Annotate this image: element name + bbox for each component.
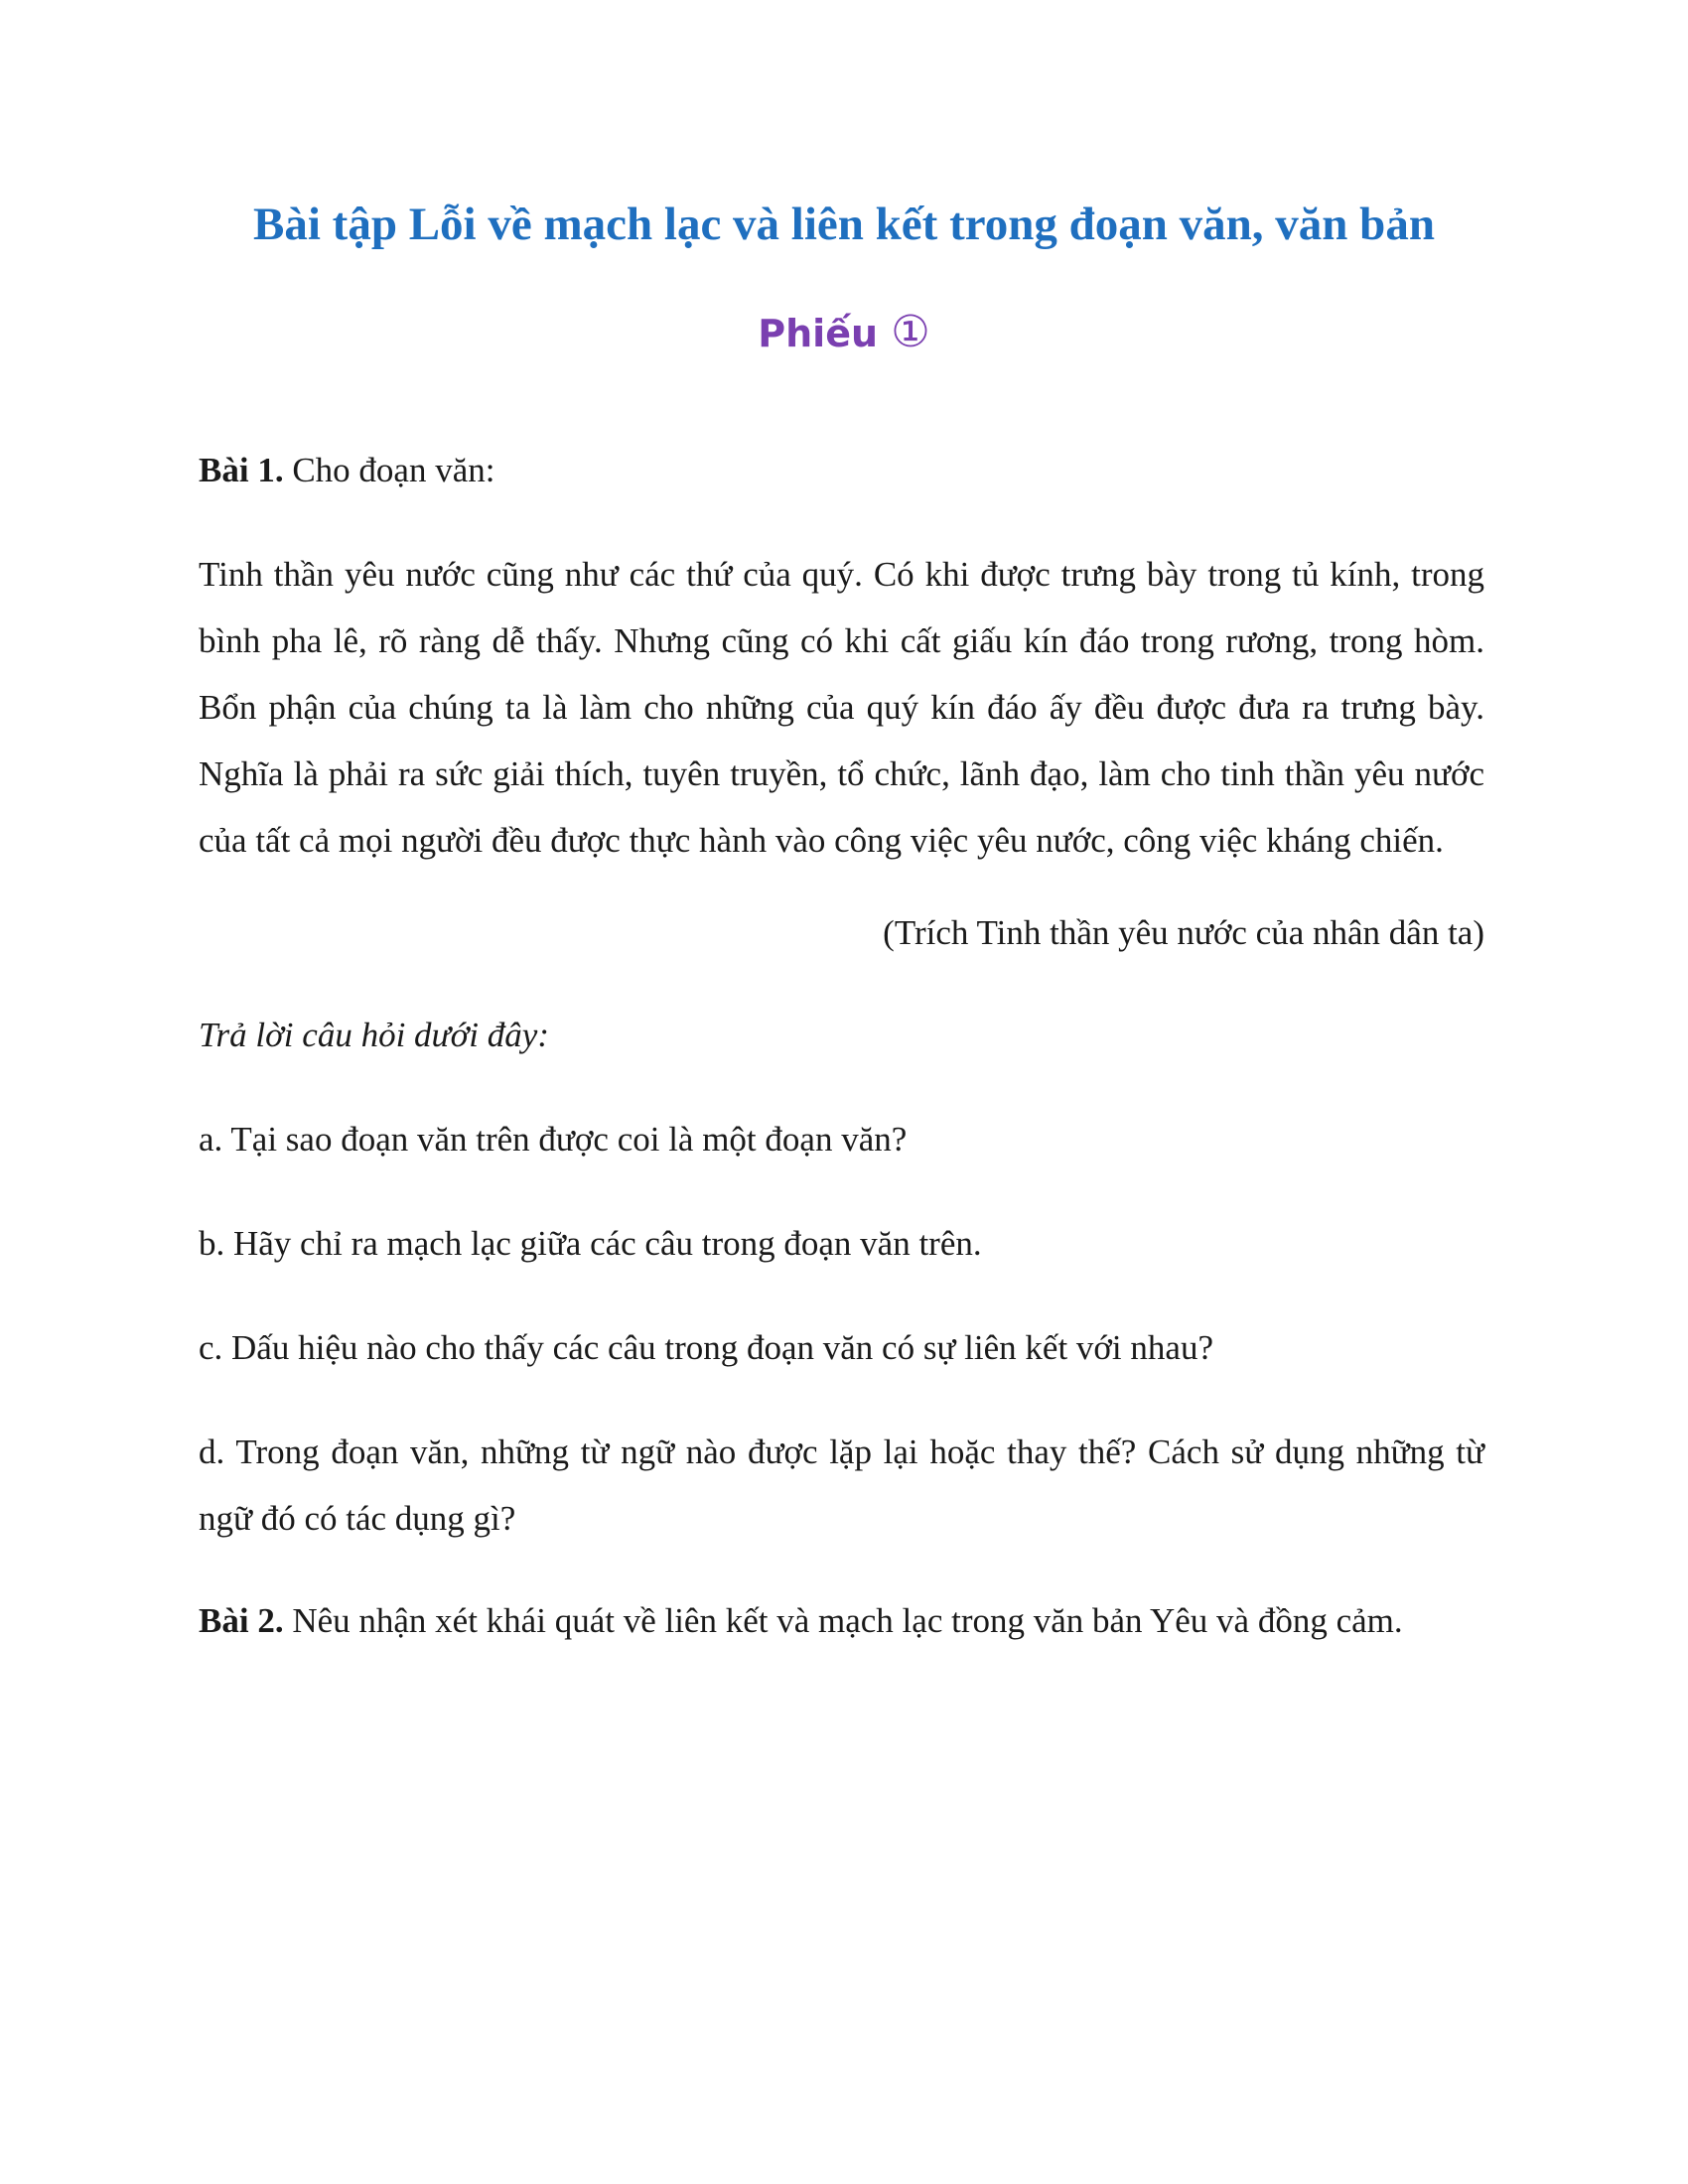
- page-title: Bài tập Lỗi về mạch lạc và liên kết trong đoạn văn, văn bản: [253, 199, 1435, 250]
- exercise-2-label: Bài 2.: [199, 1601, 284, 1640]
- exercise-1-instruction: Trả lời câu hỏi dưới đây:: [199, 1016, 549, 1054]
- exercise-1-heading: [199, 437, 1484, 503]
- worksheet-number: ①: [891, 307, 930, 357]
- question-c: c. Dấu hiệu nào cho thấy các câu trong đoạn văn có sự liên kết với nhau?: [199, 1328, 1213, 1367]
- exercise-1-prompt: Cho đoạn văn:: [292, 451, 495, 489]
- document-body: [199, 437, 1484, 1654]
- exercise-2: [199, 1587, 1484, 1654]
- exercise-1-label: Bài 1.: [199, 451, 284, 489]
- question-a: a. Tại sao đoạn văn trên được coi là một đoạn văn?: [199, 1120, 908, 1159]
- question-d: d. Trong đoạn văn, những từ ngữ nào được lặp lại hoặc thay thế? Cách sử dụng những từ ngữ đó có tác dụng gì?: [199, 1433, 1484, 1538]
- passage-source: (Trích Tinh thần yêu nước của nhân dân ta): [883, 913, 1484, 952]
- question-b: b. Hãy chỉ ra mạch lạc giữa các câu trong đoạn văn trên.: [199, 1224, 982, 1263]
- worksheet-label: Phiếu: [758, 312, 879, 355]
- worksheet-subtitle: [0, 308, 1688, 358]
- exercise-1-passage: Tinh thần yêu nước cũng như các thứ của quý. Có khi được trưng bày trong tủ kính, trong bình pha lê, rõ ràng dễ thấy. Nhưng cũng có khi cất giấu kín đáo trong rương, trong hòm. Bổn phận của chúng ta là làm cho những của quý kín đáo ấy đều được đưa ra trưng bày. Nghĩa là phải ra sức giải thích, tuyên truyền, tổ chức, lãnh đạo, làm cho tinh thần yêu nước của tất cả mọi người đều được thực hành vào công việc yêu nước, công việc kháng chiến.: [199, 555, 1484, 860]
- exercise-2-text: Nêu nhận xét khái quát về liên kết và mạch lạc trong văn bản Yêu và đồng cảm.: [292, 1601, 1403, 1640]
